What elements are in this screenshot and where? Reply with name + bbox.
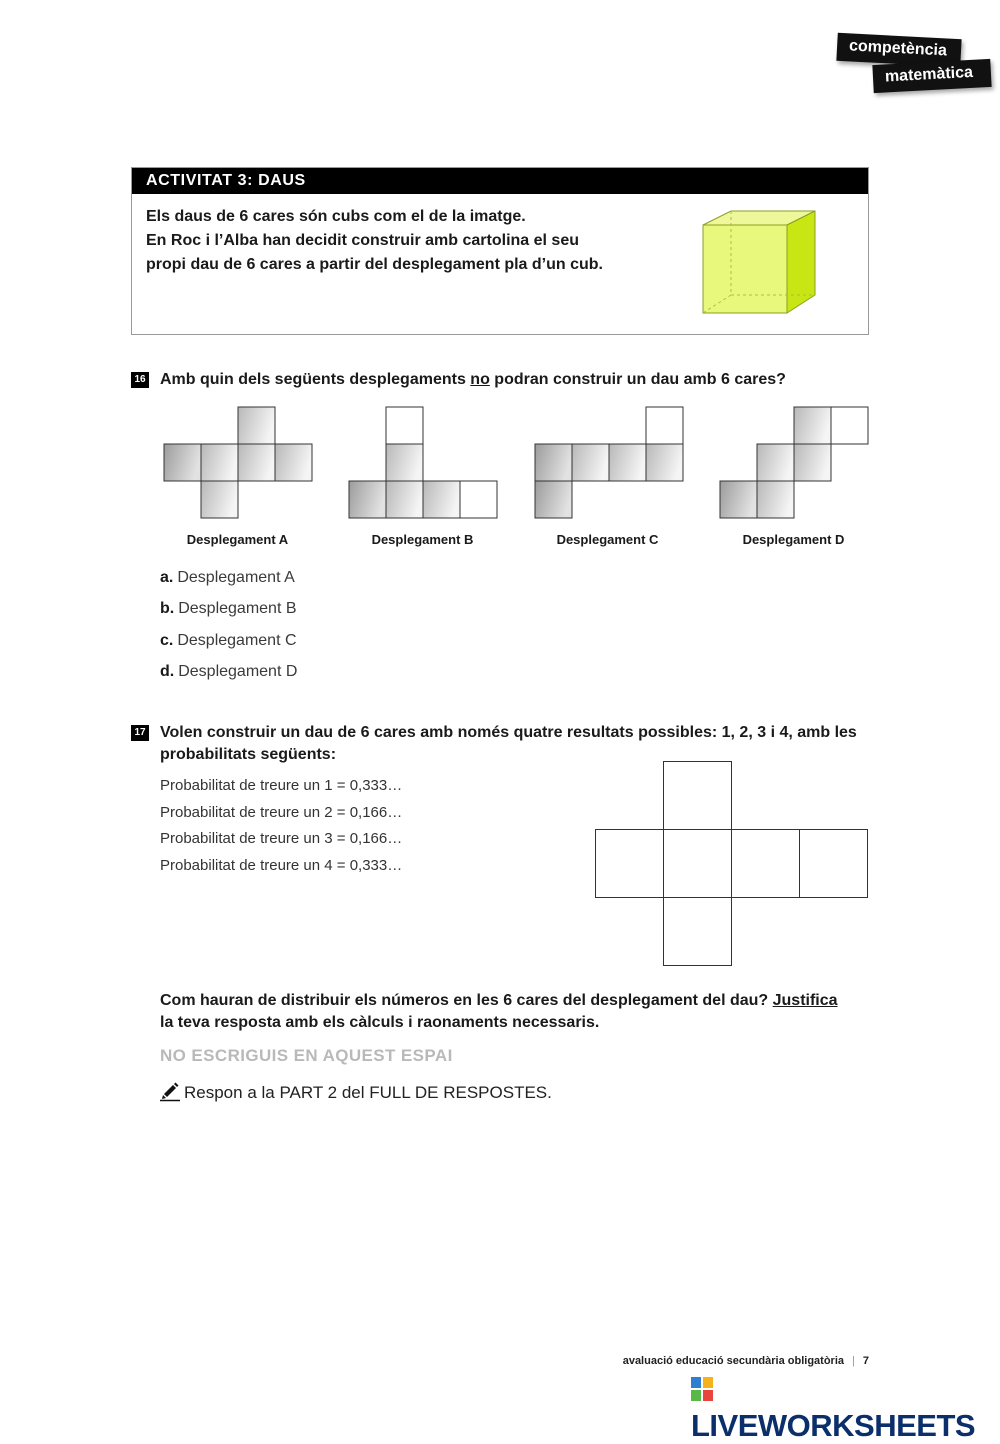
cube-illustration [695, 203, 825, 325]
probability-4: Probabilitat de treure un 4 = 0,333… [160, 857, 403, 874]
competencia-tag: competència [836, 33, 961, 67]
dice-net-diagram [595, 761, 871, 969]
question-17-text: Volen construir un dau de 6 cares amb només quatre resultats possibles: 1, 2, 3 i 4, amb les probabilitats següents: [160, 724, 857, 763]
net-b-diagram [348, 406, 500, 522]
option-c[interactable]: c. Desplegament C [160, 632, 297, 649]
activity-line: En Roc i l’Alba han decidit construir amb cartolina el seu [146, 232, 579, 249]
matematica-tag: matemàtica [872, 59, 991, 93]
option-d[interactable]: d. Desplegament D [160, 663, 298, 680]
net-c-label: Desplegament C [556, 532, 659, 547]
activity-box [131, 167, 869, 335]
answer-instruction: Respon a la PART 2 del FULL DE RESPOSTES. [160, 1081, 552, 1103]
page-footer: avaluació educació secundària obligatòria | 7 [622, 1355, 869, 1367]
option-b[interactable]: b. Desplegament B [160, 600, 297, 617]
net-d-label: Desplegament D [742, 532, 845, 547]
activity-title: ACTIVITAT 3: DAUS [132, 168, 868, 194]
net-b-label: Desplegament B [371, 532, 474, 547]
question-16-text: Amb quin dels següents desplegaments no podran construir un dau amb 6 cares? [160, 371, 786, 388]
liveworksheets-logo-icon [691, 1376, 715, 1402]
probability-2: Probabilitat de treure un 2 = 0,166… [160, 804, 403, 821]
activity-line: Els daus de 6 cares són cubs com el de la imatge. [146, 208, 526, 225]
net-a-diagram [163, 406, 315, 522]
liveworksheets-watermark: LIVEWORKSHEETS [691, 1372, 1000, 1444]
no-write-notice: NO ESCRIGUIS EN AQUEST ESPAI [160, 1046, 453, 1065]
question-16-number: 16 [131, 372, 149, 388]
net-a-label: Desplegament A [186, 532, 289, 547]
net-d-diagram [719, 406, 871, 522]
net-c-diagram [534, 406, 686, 522]
page-number: 7 [862, 1355, 869, 1367]
activity-line: propi dau de 6 cares a partir del desplegament pla d’un cub. [146, 256, 603, 273]
option-a[interactable]: a. Desplegament A [160, 569, 295, 586]
activity-intro [146, 205, 686, 277]
question-17-prompt: Com hauran de distribuir els números en les 6 cares del desplegament del dau? Justifica la teva resposta amb els càlculs i raonaments necessaris. [160, 992, 838, 1031]
question-17-number: 17 [131, 725, 149, 741]
probability-1: Probabilitat de treure un 1 = 0,333… [160, 777, 403, 794]
pencil-icon [160, 1081, 180, 1101]
probability-3: Probabilitat de treure un 3 = 0,166… [160, 830, 403, 847]
